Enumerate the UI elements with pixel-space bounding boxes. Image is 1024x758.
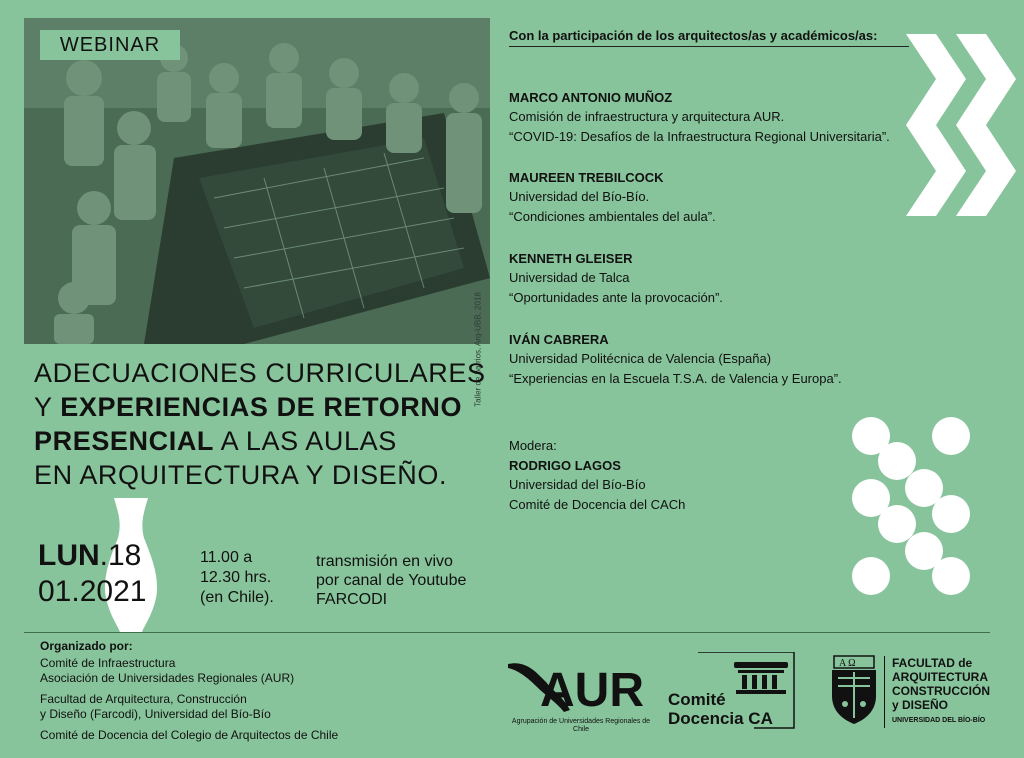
webinar-label: WEBINAR — [59, 34, 161, 56]
event-date — [38, 538, 146, 610]
speaker-topic: “Oportunidades ante la provocación”. — [509, 290, 723, 305]
zigzag-decoration — [906, 34, 1016, 216]
time-line-1: 11.00 a — [200, 549, 253, 566]
date-daynum: .18 — [99, 539, 142, 572]
faculty-logo-text — [892, 656, 1002, 726]
moderator-name: RODRIGO LAGOS — [509, 458, 621, 473]
organizer-3: Comité de Docencia del Colegio de Arquitectos de Chile — [40, 728, 339, 742]
organizer-1a: Comité de Infraestructura — [40, 656, 176, 670]
dots-decoration — [850, 416, 974, 598]
comite-logo-line-2: Docencia CA — [668, 709, 773, 728]
event-time — [200, 548, 274, 608]
stream-info — [316, 552, 466, 609]
faculty-university: UNIVERSIDAD DEL BÍO-BÍO — [892, 717, 986, 724]
headline-line-1: ADECUACIONES CURRICULARES — [34, 358, 486, 388]
speaker-name: KENNETH GLEISER — [509, 251, 633, 266]
speaker-name: IVÁN CABRERA — [509, 332, 609, 347]
speaker-affiliation: Comisión de infraestructura y arquitectura AUR. — [509, 109, 785, 124]
speaker-topic: “Condiciones ambientales del aula”. — [509, 209, 716, 224]
headline-line-2b: EXPERIENCIAS DE RETORNO — [60, 392, 463, 422]
comite-logo-line-1: Comité — [668, 690, 726, 709]
headline-line-2 — [34, 390, 474, 424]
headline-line-3 — [34, 424, 474, 458]
speakers-intro: Con la participación de los arquitectos/as y académicos/as: — [509, 28, 909, 47]
headline — [34, 356, 486, 492]
organizers — [40, 638, 338, 743]
speaker-2 — [509, 168, 939, 227]
headline-line-3a: PRESENCIAL — [34, 426, 215, 456]
date-month: 01.2021 — [38, 575, 147, 608]
aur-logo-text: AUR — [540, 664, 644, 717]
faculty-line-2: ARQUITECTURA — [892, 670, 988, 684]
speaker-name: MARCO ANTONIO MUÑOZ — [509, 90, 673, 105]
organizer-1b: Asociación de Universidades Regionales (AUR) — [40, 671, 295, 685]
moderator-label: Modera: — [509, 438, 557, 453]
speaker-affiliation: Universidad de Talca — [509, 270, 630, 285]
webinar-badge — [40, 30, 180, 60]
stream-line-1: transmisión en vivo — [316, 553, 453, 570]
organizer-2b: y Diseño (Farcodi), Universidad del Bío-Bío — [40, 707, 271, 721]
faculty-line-1: FACULTAD de — [892, 656, 973, 670]
speaker-4 — [509, 330, 939, 389]
footer-divider — [24, 632, 990, 633]
speaker-1 — [509, 88, 939, 147]
photo-credit-text: Taller de barrios, Arq-UBB, 2018 — [473, 292, 483, 407]
svg-text:A Ω: A Ω — [839, 658, 856, 669]
stream-line-2: por canal de Youtube — [316, 572, 467, 589]
speaker-topic: “Experiencias en la Escuela T.S.A. de Valencia y Europa”. — [509, 371, 842, 386]
moderator-affiliation-2: Comité de Docencia del CACh — [509, 497, 686, 512]
stream-line-3: FARCODI — [316, 591, 388, 608]
photo-illustration — [24, 18, 490, 344]
date-weekday: LUN — [38, 539, 100, 572]
organizers-heading: Organizado por: — [40, 639, 133, 653]
speaker-3 — [509, 249, 939, 308]
headline-line-2a: Y — [34, 392, 61, 422]
headline-line-3b: A LAS AULAS — [214, 426, 397, 456]
faculty-logo-divider — [884, 656, 885, 728]
speaker-affiliation: Universidad Politécnica de Valencia (España) — [509, 351, 772, 366]
time-line-3: (en Chile). — [200, 589, 274, 606]
faculty-line-3: CONSTRUCCIÓN — [892, 684, 990, 698]
organizer-2a: Facultad de Arquitectura, Construcción — [40, 692, 247, 706]
university-shield-icon — [830, 654, 878, 726]
time-line-2: 12.30 hrs. — [200, 569, 272, 586]
event-photo — [24, 18, 490, 344]
aur-tagline: Agrupación de Universidades Regionales de Chile — [511, 718, 651, 733]
speaker-topic: “COVID-19: Desafíos de la Infraestructura Regional Universitaria”. — [509, 129, 890, 144]
date-day — [38, 538, 146, 574]
faculty-line-4: y DISEÑO — [892, 698, 949, 712]
speaker-affiliation: Universidad del Bío-Bío. — [509, 189, 650, 204]
moderator-affiliation-1: Universidad del Bío-Bío — [509, 477, 646, 492]
speaker-name: MAUREEN TREBILCOCK — [509, 170, 664, 185]
headline-line-4: EN ARQUITECTURA Y DISEÑO. — [34, 460, 448, 490]
